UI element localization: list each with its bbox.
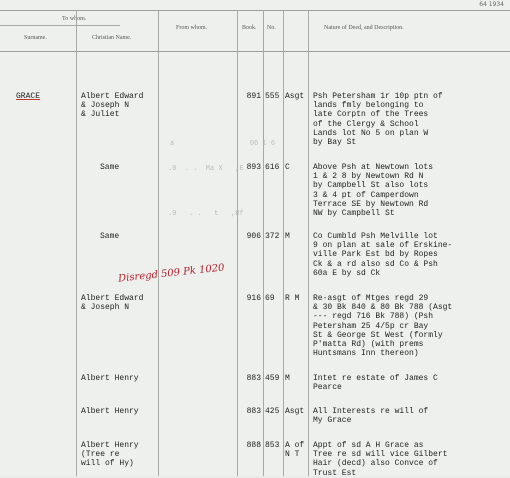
header-book: Book. [242,25,257,31]
entry-number: 425 [265,407,280,416]
entry-christian-name: Albert Henry [81,407,139,416]
entry-christian-name: Same [100,232,120,241]
column-rule [263,10,264,476]
handwritten-margin-note: Disregd 509 Pk 1020 [117,262,226,285]
column-rule [158,10,159,476]
entry-book: 906 [246,232,261,241]
document-number: 64 1934 [479,1,504,8]
entry-number: 372 [265,232,280,241]
header-surname: Surname. [24,35,47,41]
header-no: No. [267,25,276,31]
entry-number: 853 [265,441,280,450]
header-to-whom: To whom. [62,16,87,22]
entry-deed-type: A of N T [285,441,305,460]
entry-deed-type: M [285,374,290,383]
entry-deed-type: Asgt [285,92,305,101]
header-from-whom: From whom. [176,25,208,31]
header-divider [0,25,120,26]
bleed-through-text: .0 . . t ,Bf [168,210,244,218]
entry-christian-name: Albert Henry [81,374,139,383]
entry-description: Psh Petersham 1r 10p ptn of lands fmly belonging to late Corptn of the Trees of the Clergy & School Lands lot No 5 on plan W by Bay St [313,92,443,148]
entry-deed-type: M [285,232,290,241]
entry-christian-name: Albert Henry (Tree re will of Hy) [81,441,139,469]
entry-surname: GRACE [16,92,41,101]
entry-description: Appt of sd A H Grace as Tree re sd will vice Gilbert Hair (decd) also Convce of Trust Est [313,441,448,478]
entry-book: 888 [246,441,261,450]
entry-christian-name: Albert Edward & Joseph N [81,294,144,313]
bleed-through-text: .0 . . Ma X ,E [168,165,244,173]
entry-deed-type: Asgt [285,407,305,416]
entry-christian-name: Same [100,163,120,172]
header-christian-name: Christian Name. [92,35,132,41]
entry-description: Re-asgt of Mtges regd 29 & 30 Bk 840 & 80 Bk 788 (Asgt --- regd 716 Bk 788) (Psh Petersham 25 4/5p cr Bay St & George St West (formly P'matta Rd) (with prems Huntsmans Inn thereon) [313,294,453,359]
entry-book: 916 [246,294,261,303]
bleed-through-text: a 06 1 6 [170,140,276,148]
column-rule [283,10,284,476]
entry-description: All Interests re will of My Grace [313,407,429,426]
header-nature: Nature of Deed, and Description. [324,25,404,31]
entry-number: 69 [265,294,275,303]
entry-description: Above Psh at Newtown lots 1 & 2 8 by Newtown Rd N by Campbell St also lots 3 & 4 pt of Camperdown Terrace SE by Newtown Rd NW by Campbell St [313,163,434,219]
entry-book: 891 [246,92,261,101]
entry-book: 883 [246,374,261,383]
column-rule [237,10,238,476]
entry-deed-type: C [285,163,290,172]
entry-description: Co Cumbld Psh Melville lot 9 on plan at sale of Erskine- ville Park Est bd by Ropes Ck & a rd also sd Co & Psh 60a E by sd Ck [313,232,453,278]
column-rule [308,10,309,476]
column-rule [76,10,77,476]
entry-christian-name: Albert Edward & Joseph N & Juliet [81,92,144,120]
entry-book: 883 [246,407,261,416]
entry-description: Intet re estate of James C Pearce [313,374,438,393]
entry-book: 893 [246,163,261,172]
entry-number: 616 [265,163,280,172]
entry-number: 555 [265,92,280,101]
entry-deed-type: R M [285,294,300,303]
entry-number: 459 [265,374,280,383]
